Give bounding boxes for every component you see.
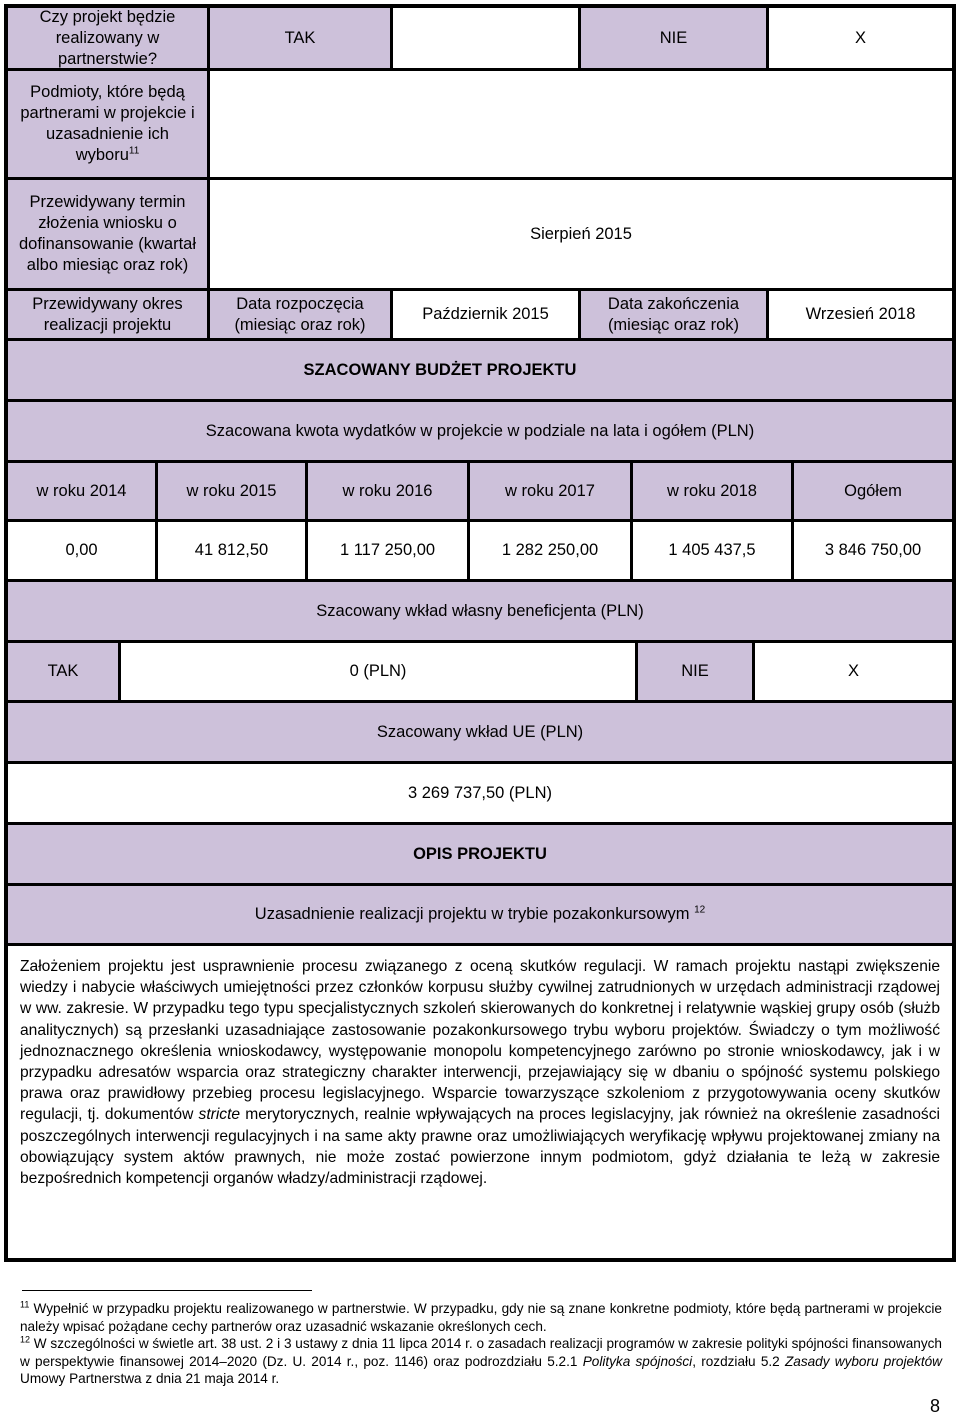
own-contribution-nie-label: NIE [638, 643, 752, 700]
eu-contribution-value: 3 269 737,50 (PLN) [8, 764, 952, 822]
own-contribution-heading: Szacowany wkład własny beneficjenta (PLN) [8, 582, 952, 640]
justification-text [8, 946, 952, 1258]
start-date-value: Październik 2015 [393, 291, 578, 338]
justification-text-part2: merytorycznych, realnie wpływających na proces legislacyjny, jak również na określenie zasadności poszczególnych interwencji regulacyjnych i na same akty prawne oraz umożliwiających weryfikację wpływu projektowanej zmiany na obowiązujący system aktów prawnych, nie może zostać powierzone innym podmiotom, gdyż działania te leżą w zakresie bezpośrednich kompetencji organów władzy/administracji rządowej. [20, 1106, 940, 1188]
footnote-ref-12: 12 [694, 904, 706, 916]
yearly-expenses-heading: Szacowana kwota wydatków w projekcie w podziale na lata i ogółem (PLN) [8, 402, 952, 460]
amount-2017: 1 282 250,00 [470, 522, 630, 579]
partnership-tak-label: TAK [210, 8, 390, 68]
partnership-question-label: Czy projekt będzie realizowany w partnerstwie? [8, 8, 207, 68]
budget-heading-text: SZACOWANY BUDŻET PROJEKTU [303, 360, 577, 379]
justification-heading-text: Uzasadnienie realizacji projektu w trybie pozakonkursowym [254, 905, 690, 923]
end-date-value: Wrzesień 2018 [769, 291, 952, 338]
footnote-11-number: 11 [20, 1299, 30, 1310]
eu-contribution-heading: Szacowany wkład UE (PLN) [8, 703, 952, 761]
footnote-12-italic-2: Zasady wyboru projektów [784, 1353, 942, 1369]
footnote-12-number: 12 [20, 1334, 31, 1345]
year-2016-header: w roku 2016 [308, 463, 467, 519]
footnote-12-text: W szczególności w świetle art. 38 ust. 2 i 3 ustawy z dnia 11 lipca 2014 r. o zasadach realizacji programów w zakresie polityki spójności finansowanych w perspektywie finansowej 2014–2020 (Dz. U. 2014 r., poz. 1146) oraz podrozdziału 5.2.1 [20, 1336, 942, 1369]
amount-2014: 0,00 [8, 522, 155, 579]
year-2014-header: w roku 2014 [8, 463, 155, 519]
budget-heading [8, 341, 952, 399]
period-label: Przewidywany okres realizacji projektu [8, 291, 207, 338]
justification-heading [8, 886, 952, 943]
footnotes [20, 1300, 942, 1388]
footnote-12-italic-1: Polityka spójności [582, 1353, 693, 1369]
own-contribution-tak-label: TAK [8, 643, 118, 700]
amount-total: 3 846 750,00 [794, 522, 952, 579]
amount-2016: 1 117 250,00 [308, 522, 467, 579]
start-date-label: Data rozpoczęcia (miesiąc oraz rok) [210, 291, 390, 338]
amount-2018: 1 405 437,5 [633, 522, 791, 579]
partnership-nie-label: NIE [581, 8, 766, 68]
amount-2015: 41 812,50 [158, 522, 305, 579]
justification-text-italic: stricte [198, 1106, 241, 1124]
submission-date-value: Sierpień 2015 [210, 180, 952, 288]
footnote-12-mid: , rozdziału 5.2 [692, 1353, 785, 1369]
footnote-11 [20, 1300, 942, 1335]
end-date-label: Data zakończenia (miesiąc oraz rok) [581, 291, 766, 338]
own-contribution-nie-value: X [755, 643, 952, 700]
page-number: 8 [929, 1396, 940, 1416]
partnership-nie-value: X [769, 8, 952, 68]
footnote-separator [22, 1290, 312, 1291]
footnote-12-end: Umowy Partnerstwa z dnia 21 maja 2014 r. [20, 1371, 280, 1387]
total-header: Ogółem [794, 463, 952, 519]
footnote-11-text: Wypełnić w przypadku projektu realizowanego w partnerstwie. W przypadku, gdy nie są znane konkretne podmioty, które będą partnerami w projekcie należy wpisać pożądane cechy partnerów oraz uzasadnić wskazanie określonych cech. [20, 1301, 942, 1334]
partnership-tak-value [393, 8, 578, 68]
project-description-heading: OPIS PROJEKTU [8, 825, 952, 883]
year-2015-header: w roku 2015 [158, 463, 305, 519]
footnote-ref-11: 11 [128, 145, 140, 157]
year-2017-header: w roku 2017 [470, 463, 630, 519]
partners-label-text: Podmioty, które będą partnerami w projekcie i uzasadnienie ich wyboru [20, 83, 195, 164]
own-contribution-tak-value: 0 (PLN) [121, 643, 635, 700]
partners-label [8, 71, 207, 177]
partners-value [210, 71, 952, 177]
year-2018-header: w roku 2018 [633, 463, 791, 519]
submission-date-label: Przewidywany termin złożenia wniosku o dofinansowanie (kwartał albo miesiąc oraz rok) [8, 180, 207, 288]
justification-text-part1: Założeniem projektu jest usprawnienie procesu związanego z oceną skutków regulacji. W ramach projektu nastąpi zwiększenie wiedzy i nabycie właściwych umiejętności przez członków korpusu służby cywilnej zatrudnionych w urzędach administracji rządowej w ww. zakresie. W przypadku tego typu specjalistycznych szkoleń skierowanych do konkretnej i relatywnie wąskiej grupy osób (służb analitycznych) są przesłanki uzasadniające zastosowanie pozakonkursowego trybu wyboru projektów. Świadczy o tym możliwość jednoznacznego określenia wnioskodawcy, występowanie monopolu kompetencyjnego zarówno po stronie wnioskodawcy, jak i w przypadku adresatów wsparcia oraz strategiczny charakter interwencji, przejawiający się w dbaniu o spójność systemu polskiego prawa oraz prawidłowy przebieg procesu legislacyjnego. Wsparcie towarzyszące szkoleniom z przygotowywania oceny skutków regulacji, tj. dokumentów [20, 958, 940, 1124]
footnote-12 [20, 1335, 942, 1388]
